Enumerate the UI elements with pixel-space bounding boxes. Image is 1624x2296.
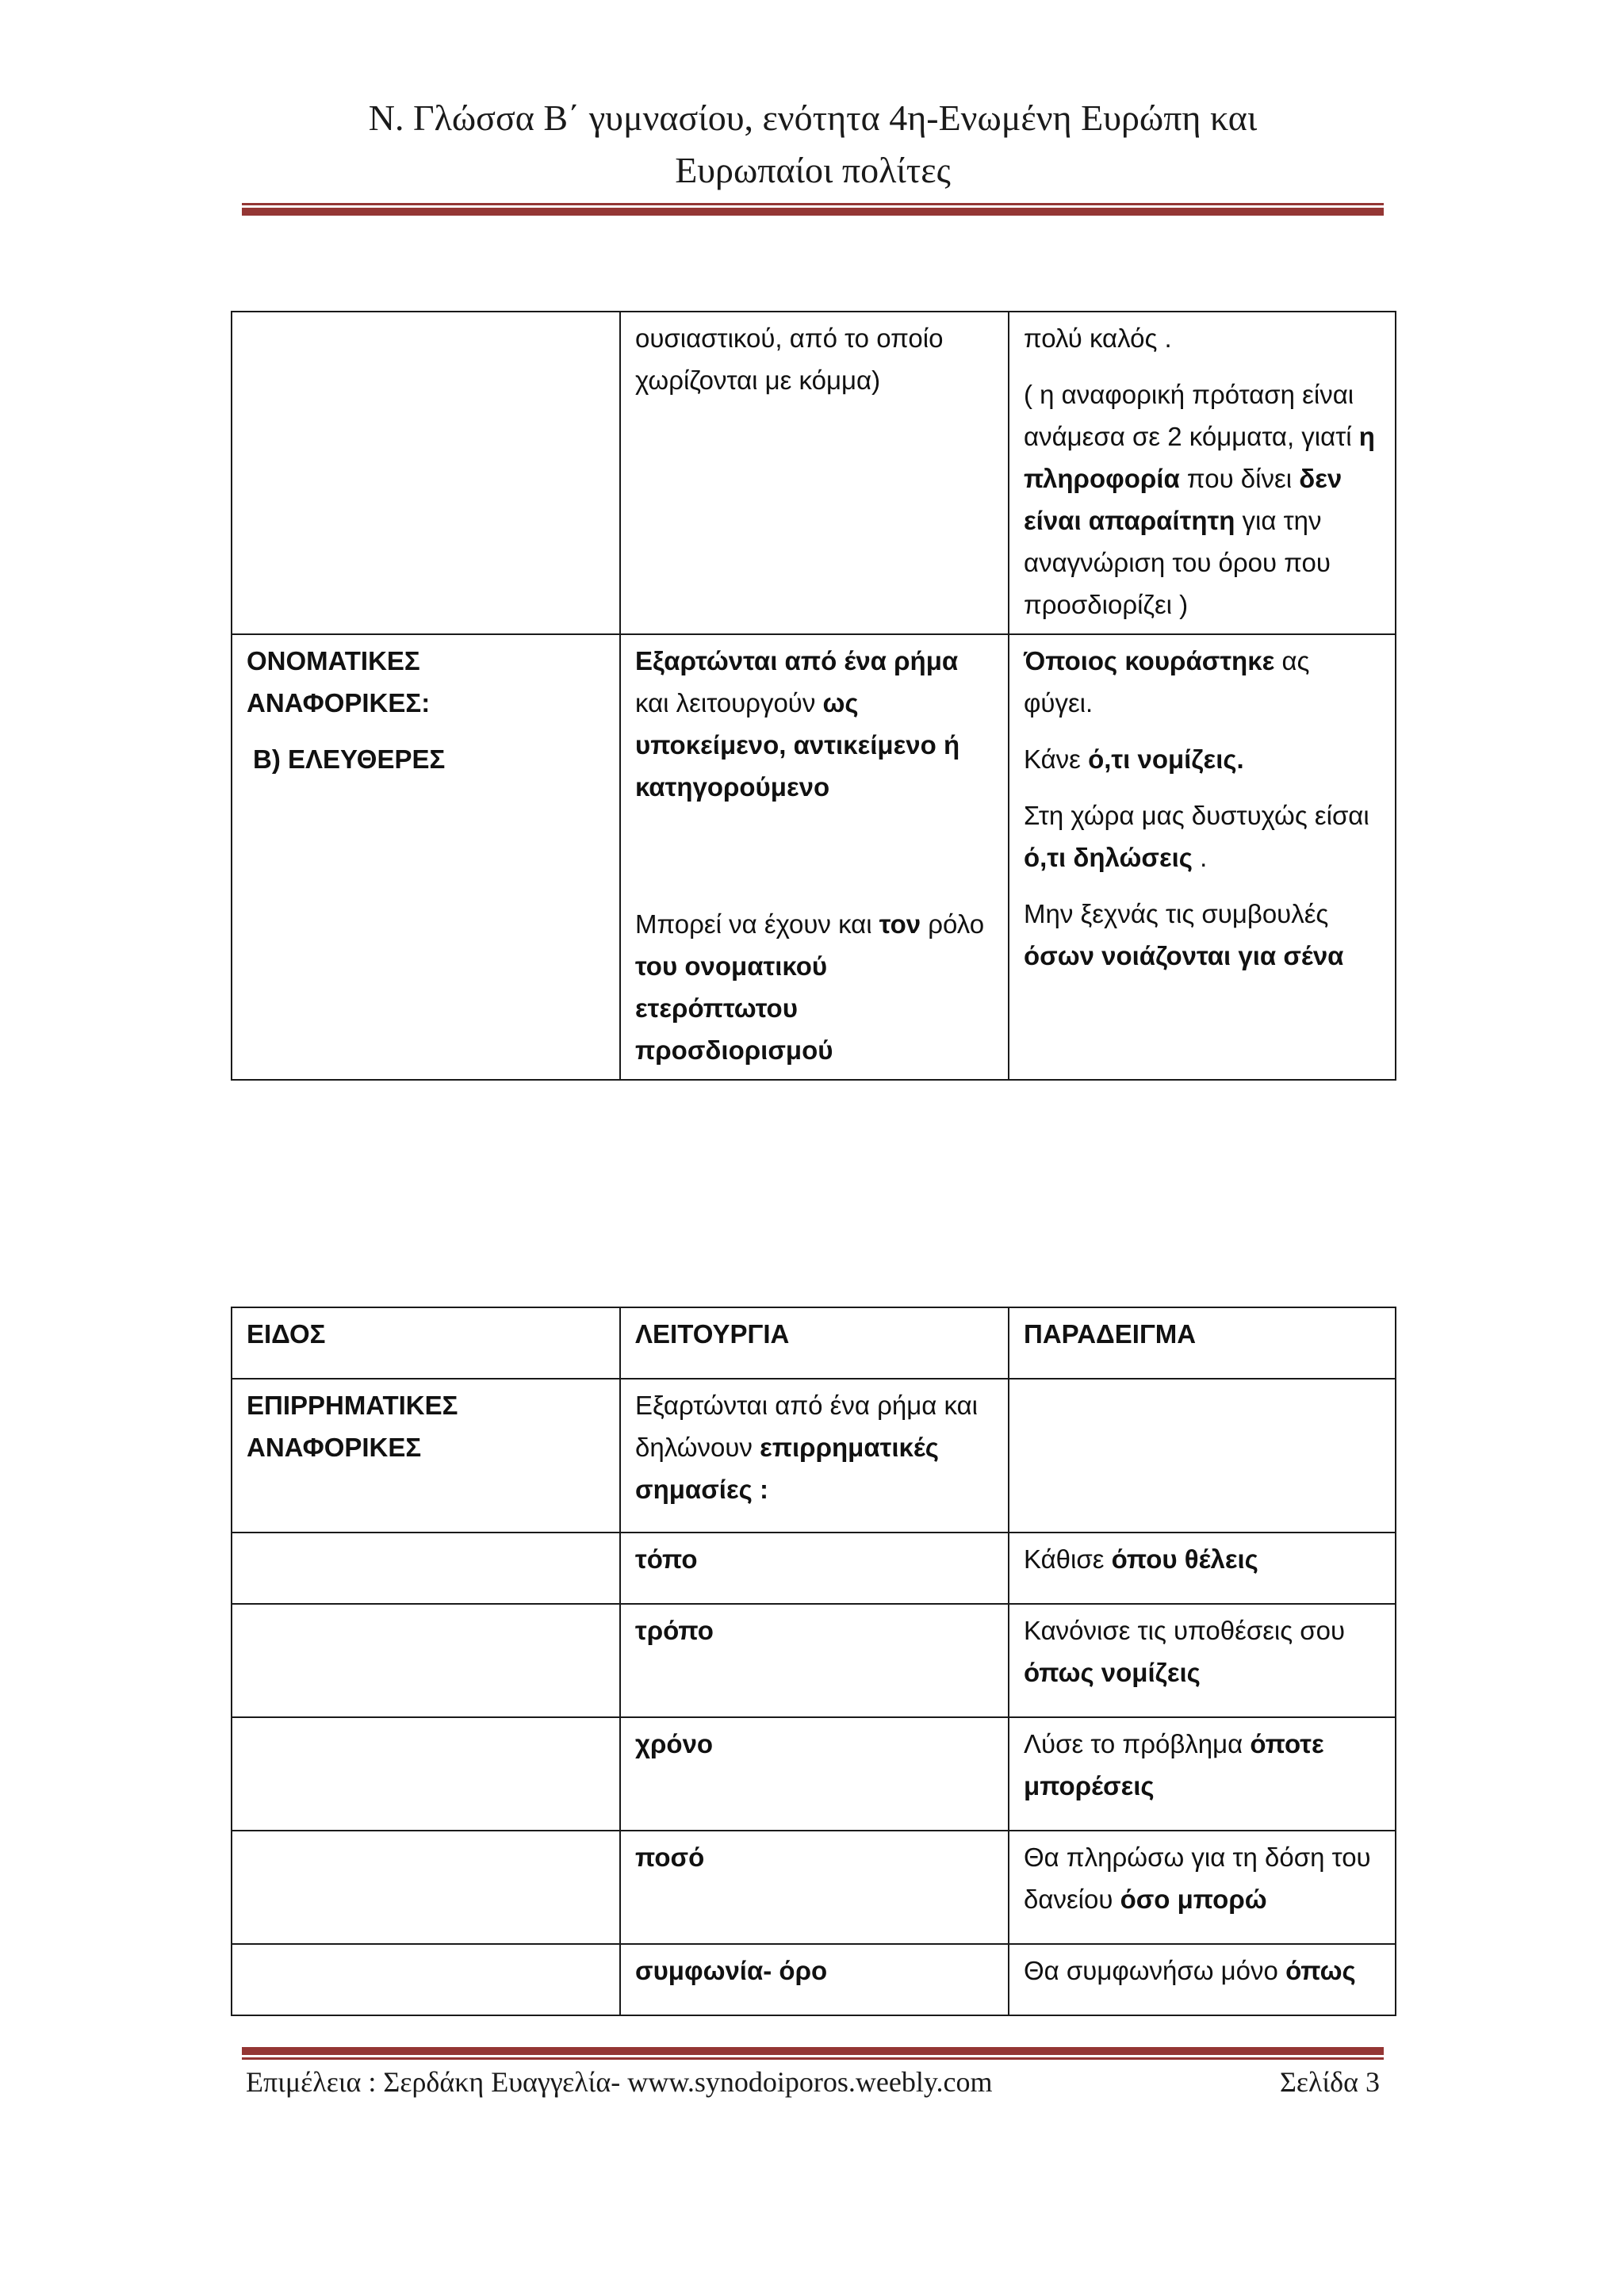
table-row [232,1831,1396,1944]
table-cell [232,634,620,1080]
table-header-row [232,1307,1396,1379]
table-row [232,634,1396,1080]
table-row [232,1533,1396,1604]
table-cell: Κανόνισε τις υποθέσεις σου όπως νομίζεις [1009,1604,1396,1717]
function-text: Εξαρτώνται από ένα ρήμα και λειτουργούν ως υποκείμενο, αντικείμενο ή κατηγορούμενο [635,646,960,802]
table-cell [232,312,620,634]
function-text-2: Μπορεί να έχουν και τον ρόλο του ονοματικού ετερόπτωτου προσδιορισμού [635,909,985,1065]
table-cell: ποσό [620,1831,1009,1944]
header-rule [242,208,1384,216]
table-row [232,1717,1396,1831]
table-cell: τόπο [620,1533,1009,1604]
page-header [238,92,1388,197]
explanation-text: ( η αναφορική πρόταση είναι ανάμεσα σε 2 κόμματα, γιατί η πληροφορία που δίνει δεν είναι απαραίτητη για την αναγνώριση του όρου που προσδιορίζει ) [1024,380,1375,619]
adverbial-relative-clauses-table [231,1307,1396,2016]
row-title: ΟΝΟΜΑΤΙΚΕΣ ΑΝΑΦΟΡΙΚΕΣ: [247,646,431,718]
example-3: Στη χώρα μας δυστυχώς είσαι ό,τι δηλώσεις . [1024,801,1369,872]
column-header-function: ΛΕΙΤΟΥΡΓΙΑ [620,1307,1009,1379]
table-row [232,312,1396,634]
footer-rule [242,2047,1384,2055]
example-text: πολύ καλός . [1024,323,1172,353]
table-cell: Εξαρτώνται από ένα ρήμα και δηλώνουν επιρρηματικές σημασίες : [620,1379,1009,1533]
table-cell: Κάθισε όπου θέλεις [1009,1533,1396,1604]
table-cell [232,1831,620,1944]
table-cell [1009,634,1396,1080]
example-4: Μην ξεχνάς τις συμβουλές όσων νοιάζονται για σένα [1024,899,1344,970]
table-cell [232,1533,620,1604]
footer-rule-thin [242,2057,1384,2060]
table-row [232,1944,1396,2015]
table-cell: Θα συμφωνήσω μόνο όπως [1009,1944,1396,2015]
table-cell [1009,1379,1396,1533]
table-cell: Θα πληρώσω για τη δόση του δανείου όσο μπορώ [1009,1831,1396,1944]
page-number: Σελίδα 3 [1279,2066,1380,2098]
table-cell [1009,312,1396,634]
table-cell: ΕΠΙΡΡΗΜΑΤΙΚΕΣ ΑΝΑΦΟΡΙΚΕΣ [232,1379,620,1533]
header-line-1: Ν. Γλώσσα Β΄ γυμνασίου, ενότητα 4η-Ενωμένη Ευρώπη και [368,98,1258,138]
header-rule-thin [242,203,1384,205]
table-cell [232,1717,620,1831]
table-row [232,1379,1396,1533]
table-cell [620,634,1009,1080]
header-line-2: Ευρωπαίοι πολίτες [675,150,951,190]
relative-clauses-table-continued [231,311,1396,1081]
row-subtitle: Β) ΕΛΕΥΘΕΡΕΣ [253,744,446,774]
table-cell [232,1604,620,1717]
table-cell [232,1944,620,2015]
page-footer [246,2063,1380,2101]
cell-text: ουσιαστικού, από το οποίο χωρίζονται με κόμμα) [635,323,944,395]
example-1: Όποιος κουράστηκε ας φύγει. [1024,646,1310,718]
column-header-example: ΠΑΡΑΔΕΙΓΜΑ [1009,1307,1396,1379]
footer-credit: Επιμέλεια : Σερδάκη Ευαγγελία- www.synodoiporos.weebly.com [246,2066,993,2098]
table-cell: Λύσε το πρόβλημα όποτε μπορέσεις [1009,1717,1396,1831]
example-2: Κάνε ό,τι νομίζεις. [1024,744,1244,774]
column-header-type: ΕΙΔΟΣ [232,1307,620,1379]
table-cell: τρόπο [620,1604,1009,1717]
table-cell [620,312,1009,634]
table-row [232,1604,1396,1717]
table-cell: συμφωνία- όρο [620,1944,1009,2015]
table-cell: χρόνο [620,1717,1009,1831]
